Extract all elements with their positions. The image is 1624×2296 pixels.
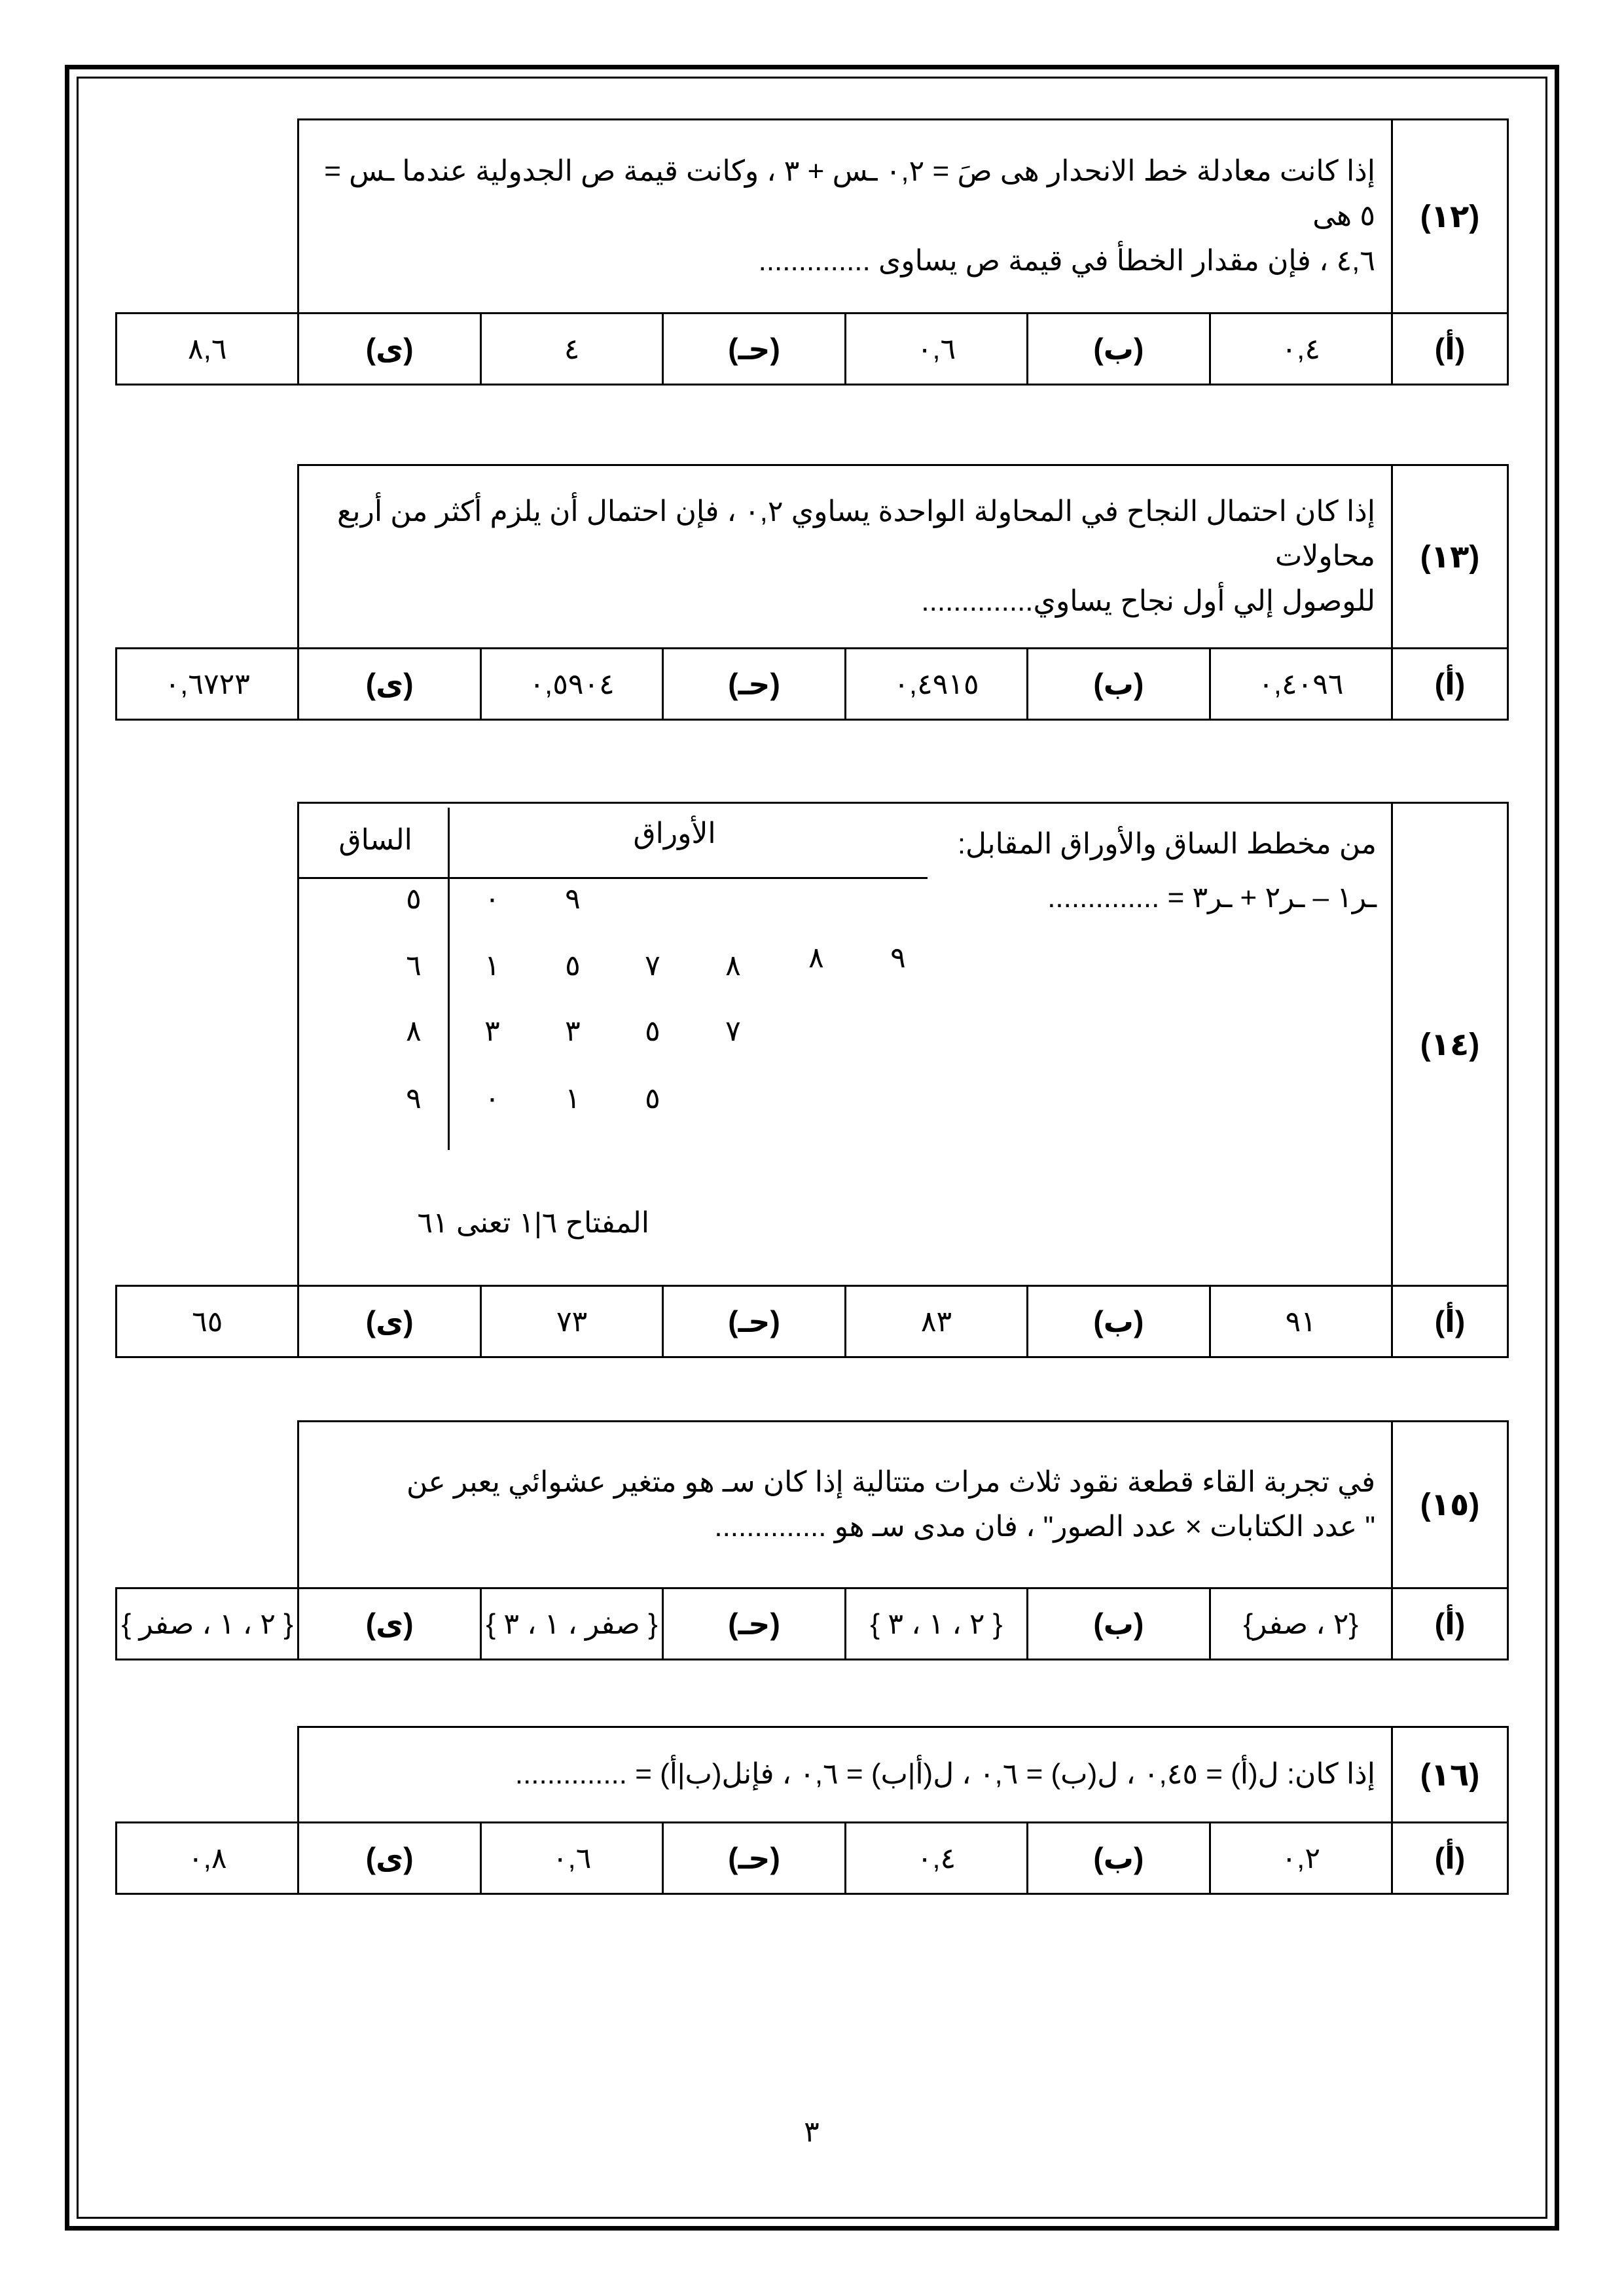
option-a-value[interactable]: ٩١ xyxy=(1210,1286,1392,1357)
option-b-value[interactable]: ٠,٤٩١٥ xyxy=(845,649,1027,720)
stem-line-2: ٤,٦ ، فإن مقدار الخطأ في قيمة ص يساوى .............. xyxy=(758,244,1375,277)
option-d-value[interactable]: ٠,٨ xyxy=(117,1823,298,1894)
leaf-value: ١ xyxy=(565,1083,581,1115)
option-d-value[interactable]: { ٢ ، ١ ، صفر } xyxy=(117,1588,298,1660)
leaf-value: ٩ xyxy=(565,883,581,915)
option-a-value[interactable]: {٢ ، صفر} xyxy=(1210,1588,1392,1660)
option-b-label: (ب) xyxy=(1028,314,1210,385)
stem-value: ٦ xyxy=(406,950,422,982)
option-a-label: (أ) xyxy=(1392,314,1508,385)
leaf-value: ٥ xyxy=(565,950,581,982)
question-stem xyxy=(298,465,1392,649)
option-a-value[interactable]: ٠,٤ xyxy=(1210,314,1392,385)
leaf-value: ٧ xyxy=(645,950,661,982)
stem-value: ٥ xyxy=(406,883,422,915)
leaf-value: ٠ xyxy=(484,883,501,915)
leaf-value: ٠ xyxy=(484,1083,501,1115)
stem-header: الساق xyxy=(338,824,412,856)
question-15 xyxy=(115,1420,1509,1660)
option-b-value[interactable]: ٠,٤ xyxy=(845,1823,1027,1894)
leaf-value: ٥ xyxy=(645,1015,661,1047)
option-d-label: (ى) xyxy=(298,1286,480,1357)
option-a-value[interactable]: ٠,٢ xyxy=(1210,1823,1392,1894)
option-c-label: (حـ) xyxy=(663,1823,845,1894)
option-b-label: (ب) xyxy=(1028,1823,1210,1894)
option-d-label: (ى) xyxy=(298,1823,480,1894)
question-number: (١٢) xyxy=(1392,120,1508,314)
option-d-value[interactable]: ٠,٦٧٢٣ xyxy=(117,649,298,720)
question-14 xyxy=(115,802,1509,1358)
stem-value: ٩ xyxy=(406,1083,422,1115)
leaf-value: ٣ xyxy=(484,1015,501,1047)
option-a-label: (أ) xyxy=(1392,649,1508,720)
plot-key: المفتاح ٦|١ تعنى ٦١ xyxy=(417,1207,649,1239)
leaf-value: ٥ xyxy=(645,1083,661,1115)
option-c-label: (حـ) xyxy=(663,314,845,385)
option-a-label: (أ) xyxy=(1392,1588,1508,1660)
option-b-value[interactable]: { ٢ ، ١ ، ٣ } xyxy=(845,1588,1027,1660)
question-12 xyxy=(115,118,1509,386)
option-d-label: (ى) xyxy=(298,649,480,720)
stem-line-2: للوصول إلي أول نجاح يساوي.............. xyxy=(921,584,1375,617)
option-d-label: (ى) xyxy=(298,1588,480,1660)
option-a-value[interactable]: ٠,٤٠٩٦ xyxy=(1210,649,1392,720)
stem-line-1: من مخطط الساق والأوراق المقابل: xyxy=(957,828,1377,860)
option-a-label: (أ) xyxy=(1392,1823,1508,1894)
option-c-label: (حـ) xyxy=(663,649,845,720)
option-b-label: (ب) xyxy=(1028,1588,1210,1660)
question-number: (١٥) xyxy=(1392,1422,1508,1588)
option-b-label: (ب) xyxy=(1028,1286,1210,1357)
stem-line-2: ـر١ – ـر٢ + ـر٣ = .............. xyxy=(1047,882,1377,914)
question-number: (١٦) xyxy=(1392,1727,1508,1823)
option-d-value[interactable]: ٨,٦ xyxy=(117,314,298,385)
question-stem xyxy=(298,803,1392,1286)
question-number: (١٣) xyxy=(1392,465,1508,649)
leaf-value: ٨ xyxy=(725,950,742,982)
option-b-label: (ب) xyxy=(1028,649,1210,720)
question-stem xyxy=(298,1422,1392,1588)
option-c-label: (حـ) xyxy=(663,1286,845,1357)
question-stem xyxy=(298,1727,1392,1823)
option-c-value[interactable]: ٤ xyxy=(480,314,662,385)
leaf-value: ٧ xyxy=(725,1015,742,1047)
leaf-value: ٣ xyxy=(565,1015,581,1047)
question-13 xyxy=(115,464,1509,721)
leaf-value: ٩ xyxy=(890,942,907,974)
option-d-label: (ى) xyxy=(298,314,480,385)
question-16 xyxy=(115,1726,1509,1895)
option-d-value[interactable]: ٦٥ xyxy=(117,1286,298,1357)
stem-line-1: في تجربة القاء قطعة نقود ثلاث مرات متتالية إذا كان سـ هو متغير عشوائي يعبر عن xyxy=(406,1465,1375,1498)
option-c-label: (حـ) xyxy=(663,1588,845,1660)
option-b-value[interactable]: ٠,٦ xyxy=(845,314,1027,385)
option-c-value[interactable]: ٠,٥٩٠٤ xyxy=(480,649,662,720)
question-stem xyxy=(298,120,1392,314)
leaf-value: ٨ xyxy=(808,942,825,974)
option-b-value[interactable]: ٨٣ xyxy=(845,1286,1027,1357)
option-a-label: (أ) xyxy=(1392,1286,1508,1357)
stem-line-2: " عدد الكتابات × عدد الصور" ، فان مدى سـ هو .............. xyxy=(714,1511,1375,1543)
stem-line-1: إذا كانت معادلة خط الانحدار هى صَ = ٠,٢ ـس + ٣ ، وكانت قيمة ص الجدولية عندما ـس = ٥ هى xyxy=(324,155,1375,232)
stem-line-1: إذا كان: ل(أ) = ٠,٤٥ ، ل(ب) = ٠,٦ ، ل(أ|ب) = ٠,٦ ، فإنل(ب|أ) = .............. xyxy=(514,1758,1375,1791)
question-number: (١٤) xyxy=(1392,803,1508,1286)
stem-value: ٨ xyxy=(406,1015,422,1047)
option-c-value[interactable]: ٠,٦ xyxy=(480,1823,662,1894)
stem-line-1: إذا كان احتمال النجاح في المحاولة الواحدة يساوي ٠,٢ ، فإن احتمال أن يلزم أكثر من أربع محاولات xyxy=(336,495,1375,573)
leaves-header: الأوراق xyxy=(633,817,716,850)
option-c-value[interactable]: { صفر ، ١ ، ٣ } xyxy=(480,1588,662,1660)
leaf-value: ١ xyxy=(484,950,501,982)
option-c-value[interactable]: ٧٣ xyxy=(480,1286,662,1357)
page-number: ٣ xyxy=(804,2116,820,2148)
